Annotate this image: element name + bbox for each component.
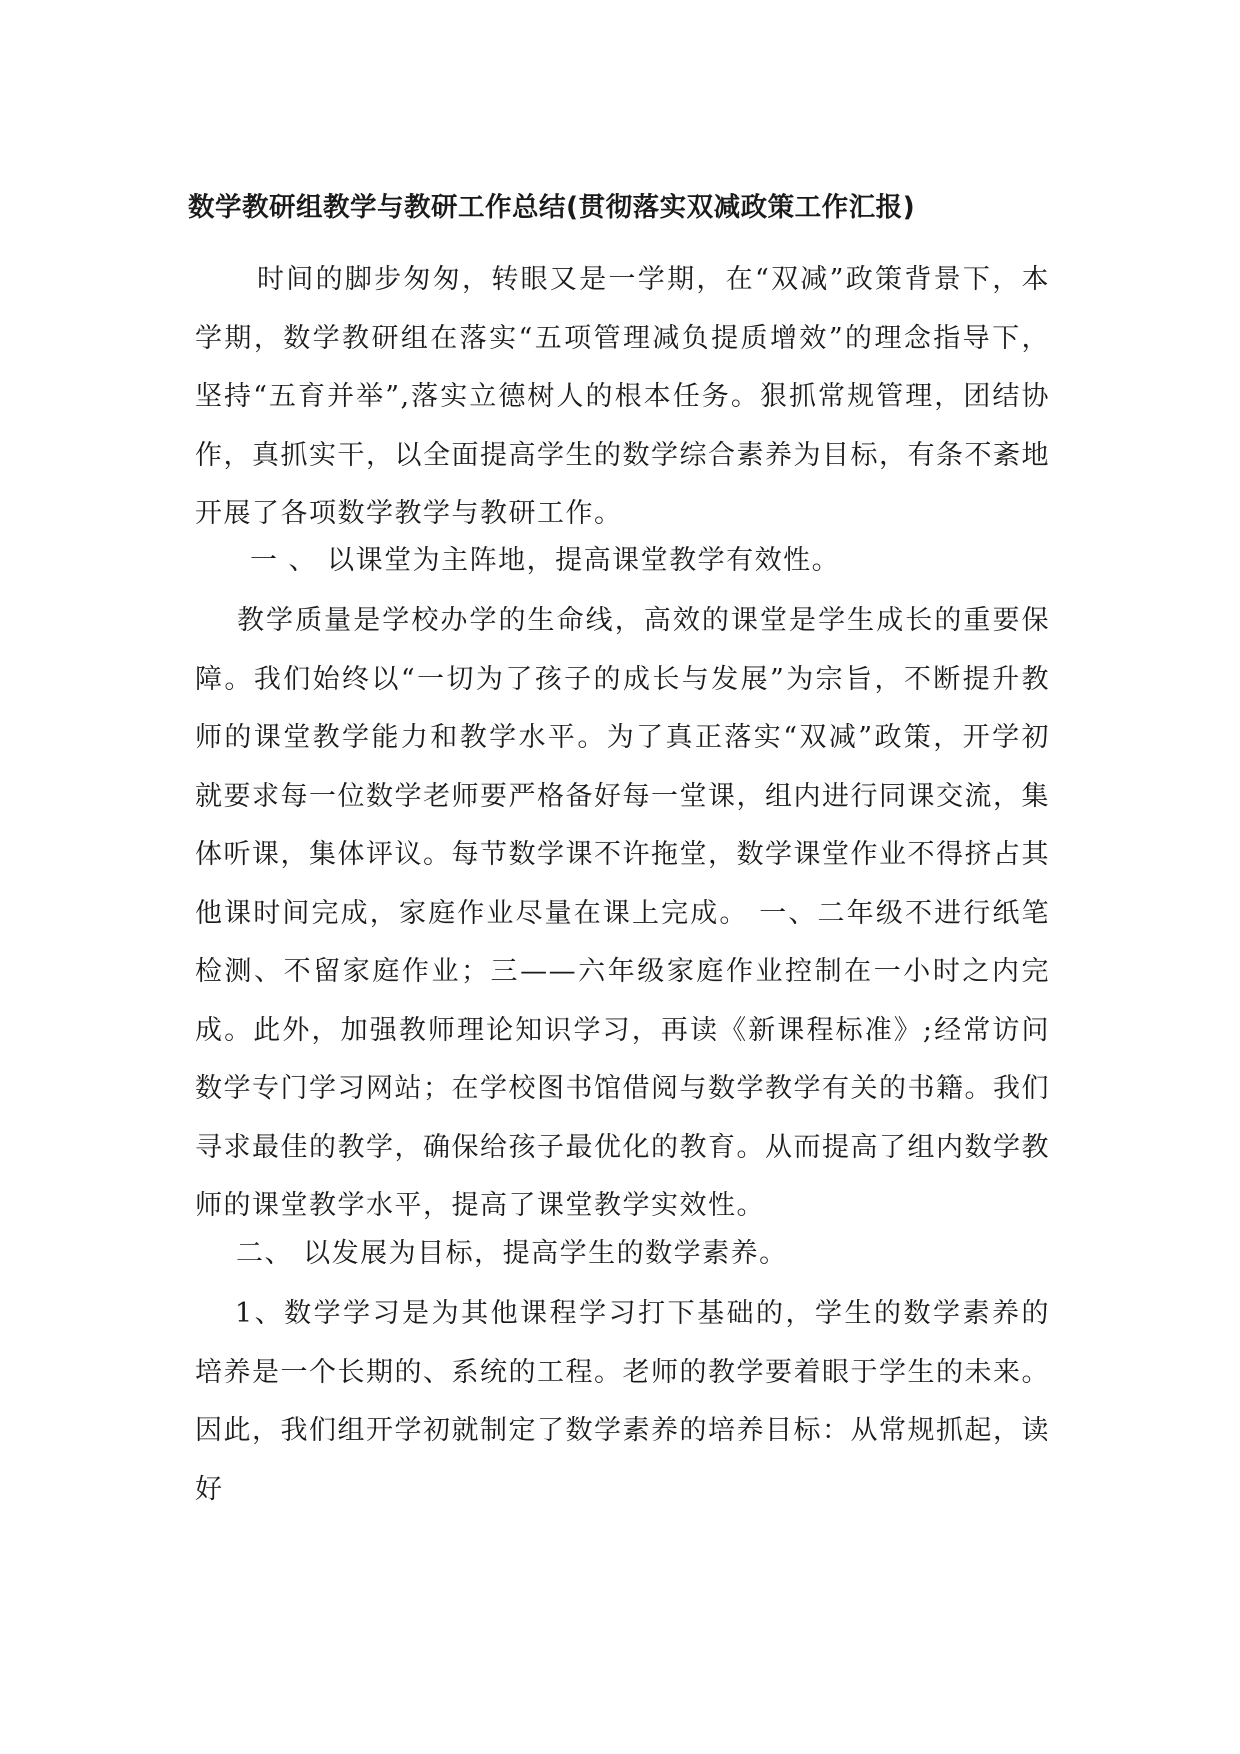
intro-paragraph: 时间的脚步匆匆，转眼又是一学期，在“双减”政策背景下，本学期，数学教研组在落实“五项管理减负提质增效”的理念指导下，坚持“五育并举”,落实立德树人的根本任务。狠抓常规管理，团结协作，真抓实干，以全面提高学生的数学综合素养为目标，有条不紊地开展了各项数学教学与教研工作。: [195, 264, 1050, 529]
section-1-heading: 一 、 以课堂为主阵地，提高课堂教学有效性。: [250, 545, 841, 576]
section-2-paragraph: 1、数学学习是为其他课程学习打下基础的，学生的数学素养的培养是一个长期的、系统的工程。老师的教学要着眼于学生的未来。因此，我们组开学初就制定了数学素养的培养目标：从常规抓起，读好: [195, 1298, 1050, 1505]
document-title: 数学教研组教学与教研工作总结(贯彻落实双减政策工作汇报): [188, 192, 916, 223]
section-1-paragraph: 教学质量是学校办学的生命线，高效的课堂是学生成长的重要保障。我们始终以“一切为了孩子的成长与发展”为宗旨，不断提升教师的课堂教学能力和教学水平。为了真正落实“双减”政策，开学初就要求每一位数学老师要严格备好每一堂课，组内进行同课交流，集体听课，集体评议。每节数学课不许拖堂，数学课堂作业不得挤占其他课时间完成，家庭作业尽量在课上完成。 一、二年级不进行纸笔检测、不留家庭作业；三——六年级家庭作业控制在一小时之内完成。此外，加强教师理论知识学习，再读《新课程标准》;经常访问数学专门学习网站；在学校图书馆借阅与数学教学有关的书籍。我们寻求最佳的教学，确保给孩子最优化的教育。从而提高了组内数学教师的课堂教学水平，提高了课堂教学实效性。: [195, 605, 1050, 1221]
section-2-heading: 二、 以发展为目标，提高学生的数学素养。: [236, 1238, 788, 1269]
